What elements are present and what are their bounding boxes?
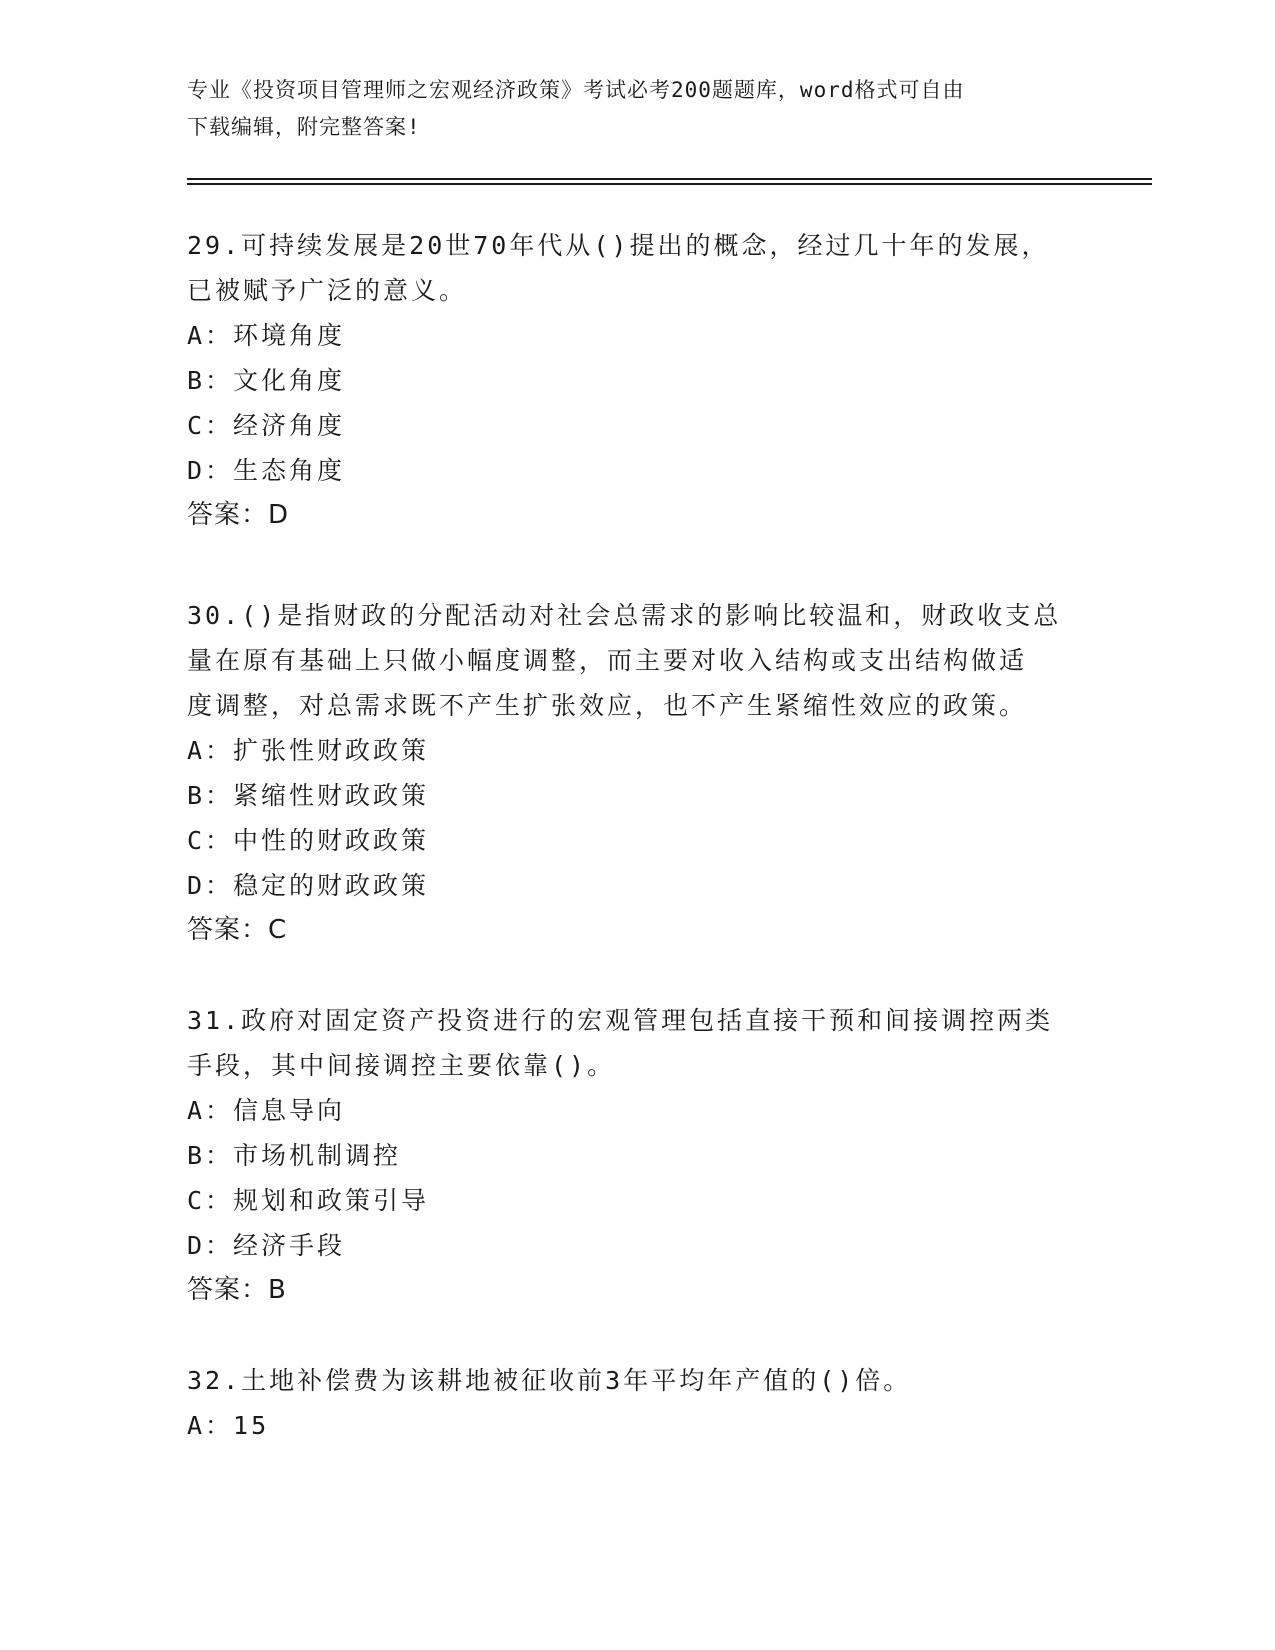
answer: 答案：B (187, 1275, 287, 1305)
option-a: A：信息导向 (187, 1096, 346, 1125)
header-line-1: 专业《投资项目管理师之宏观经济政策》考试必考200题题库，word格式可自由 (187, 78, 965, 102)
option-c: C：规划和政策引导 (187, 1186, 430, 1215)
question-stem-line: 度调整，对总需求既不产生扩张效应，也不产生紧缩性效应的政策。 (187, 691, 1028, 720)
question-30 (187, 593, 1087, 953)
question-stem-line: 29.可持续发展是20世70年代从()提出的概念，经过几十年的发展， (187, 231, 1050, 260)
question-stem-line: 量在原有基础上只做小幅度调整，而主要对收入结构或支出结构做适 (187, 646, 1028, 675)
answer: 答案：D (187, 500, 290, 530)
question-stem-line: 已被赋予广泛的意义。 (187, 276, 468, 305)
option-d: D：稳定的财政政策 (187, 871, 430, 900)
question-31 (187, 998, 1087, 1313)
option-a: A：扩张性财政政策 (187, 736, 430, 765)
question-stem-line: 31.政府对固定资产投资进行的宏观管理包括直接干预和间接调控两类 (187, 1006, 1054, 1035)
option-b: B：市场机制调控 (187, 1141, 402, 1170)
question-stem-line: 手段，其中间接调控主要依靠()。 (187, 1051, 616, 1080)
option-a: A：环境角度 (187, 321, 346, 350)
question-32 (187, 1358, 1087, 1448)
answer: 答案：C (187, 915, 288, 945)
header-divider-top (187, 178, 1152, 180)
header-line-2: 下载编辑，附完整答案! (187, 115, 421, 139)
question-stem-line: 32.土地补偿费为该耕地被征收前3年平均年产值的()倍。 (187, 1366, 912, 1395)
question-stem-line: 30.()是指财政的分配活动对社会总需求的影响比较温和，财政收支总 (187, 601, 1062, 630)
document-header (187, 72, 1067, 146)
option-d: D：生态角度 (187, 456, 346, 485)
question-29 (187, 223, 1087, 538)
option-a: A：15 (187, 1411, 270, 1440)
option-c: C：中性的财政政策 (187, 826, 430, 855)
option-b: B：文化角度 (187, 366, 346, 395)
option-d: D：经济手段 (187, 1231, 346, 1260)
header-divider-bottom (187, 183, 1152, 185)
option-b: B：紧缩性财政政策 (187, 781, 430, 810)
option-c: C：经济角度 (187, 411, 346, 440)
